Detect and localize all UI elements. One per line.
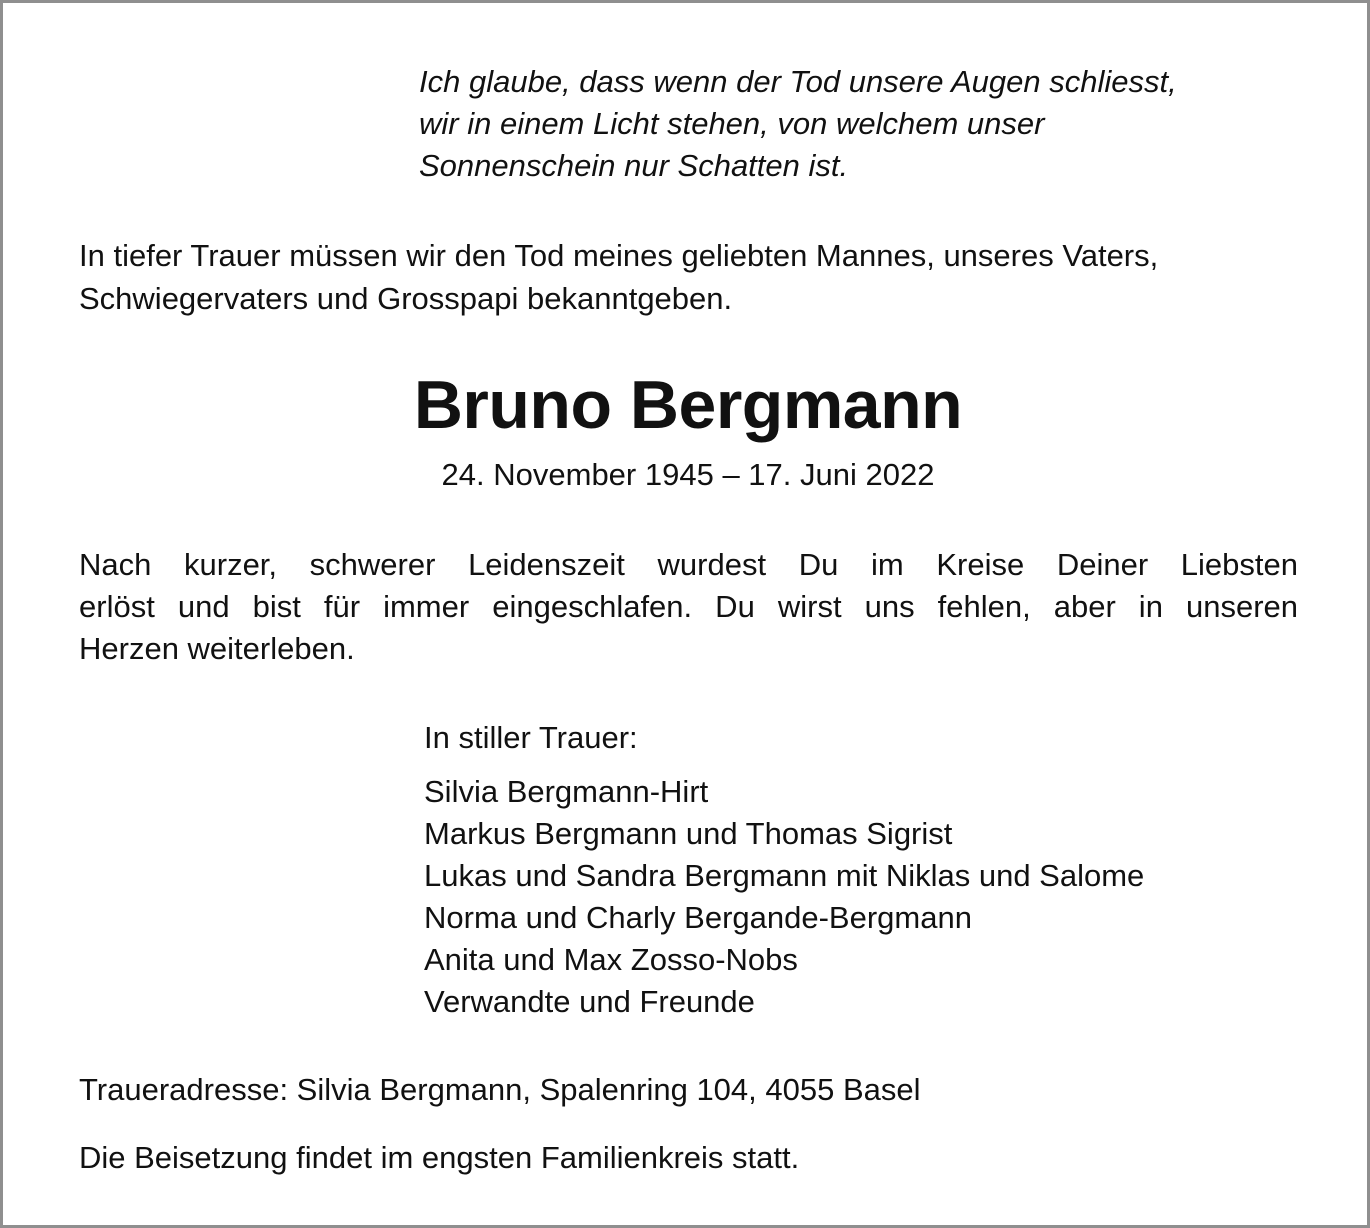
intro-line: In tiefer Trauer müssen wir den Tod meines geliebten Mannes, unseres Vaters, (79, 238, 1159, 273)
list-item: Verwandte und Freunde (424, 984, 755, 1019)
intro-line: Schwiegervaters und Grosspapi bekanntgeben. (79, 281, 733, 316)
mourners-list (424, 771, 1144, 1023)
farewell-message (79, 544, 1298, 670)
announcement-intro (79, 234, 1299, 320)
list-item: Norma und Charly Bergande-Bergmann (424, 900, 972, 935)
quote-line: Sonnenschein nur Schatten ist. (419, 148, 849, 183)
burial-note: Die Beisetzung findet im engsten Familienkreis statt. (79, 1140, 800, 1175)
quote-line: wir in einem Licht stehen, von welchem unser (419, 106, 1045, 141)
list-item: Silvia Bergmann-Hirt (424, 774, 709, 809)
list-item: Lukas und Sandra Bergmann mit Niklas und Salome (424, 858, 1145, 893)
message-line: erlöst und bist für immer eingeschlafen. Du wirst uns fehlen, aber in unseren (79, 589, 1298, 624)
quote-line: Ich glaube, dass wenn der Tod unsere Augen schliesst, (419, 64, 1177, 99)
epigraph-quote (419, 61, 1319, 187)
mourners-heading: In stiller Trauer: (424, 720, 638, 755)
list-item: Markus Bergmann und Thomas Sigrist (424, 816, 953, 851)
deceased-name: Bruno Bergmann (413, 367, 963, 443)
mourning-address: Traueradresse: Silvia Bergmann, Spalenring 104, 4055 Basel (79, 1072, 921, 1107)
life-dates: 24. November 1945 – 17. Juni 2022 (441, 457, 935, 492)
list-item: Anita und Max Zosso-Nobs (424, 942, 798, 977)
message-line: Herzen weiterleben. (79, 631, 355, 666)
message-line: Nach kurzer, schwerer Leidenszeit wurdest Du im Kreise Deiner Liebsten (79, 547, 1298, 582)
